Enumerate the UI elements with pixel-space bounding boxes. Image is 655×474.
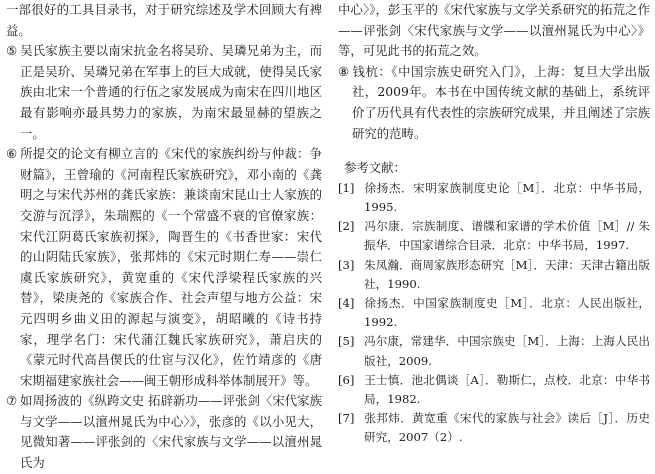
footnote-5-text: 吴氏家族主要以南宋抗金名将吴玠、吴璘兄弟为主，而正是吴玠、吴璘兄弟在军事上的巨大成就，使得吴氏家族由北宋一个普通的行伍之家发展成为南宋在四川地区最有影响亦最具势力的家族，为南宋最显赫的望族之一。 [20, 43, 322, 141]
reference-number: [6] [338, 372, 355, 387]
reference-number: [1] [338, 180, 355, 195]
reference-item-2 [338, 217, 650, 255]
footnote-6-number: ⑥ [6, 146, 18, 162]
reference-item-4 [338, 294, 650, 332]
reference-item-6 [338, 371, 650, 409]
reference-text: 王士慎．池北偶谈［A］．勒斯仁，点校．北京：中华书局，1982. [364, 372, 650, 406]
reference-text: 冯尔康，常建华．中国宗族史［M］．上海：上海人民出版社，2009. [364, 334, 650, 368]
footnote-8-text: 钱杭：《中国宗族史研究入门》，上海：复旦大学出版社，2009年。本书在中国传统文献的基础上，系统评价了历代具有代表性的宗族研究成果，并且阐述了宗族研究的范畴。 [352, 63, 650, 141]
reference-number: [5] [338, 334, 355, 349]
reference-text: 朱凤瀚．商周家族形态研究［M］．天津：天津古籍出版社，1990. [364, 257, 650, 291]
reference-text: 徐扬杰．中国家族制度史［M］．北京：人民出版社，1992. [364, 295, 650, 330]
footnote-7-text: 如周扬波的《纵跨文史 拓辟新功——评张剑〈宋代家族与文学——以澶州晁氏为中心〉》，张彦的《以小见大，见微知著——评张剑的〈宋代家族与文学——以澶州晁氏为 [20, 393, 322, 471]
note-4-continuation [6, 0, 322, 41]
footnote-7-number: ⑦ [6, 393, 18, 409]
footnote-5-number: ⑤ [6, 43, 18, 59]
left-column [6, 0, 322, 474]
reference-number: [7] [338, 411, 355, 426]
reference-number: [3] [338, 257, 355, 272]
reference-text: 张邦炜．黄宽重《宋代的家族与社会》读后［J］．历史研究，2007（2）. [364, 411, 650, 445]
right-column [338, 0, 650, 448]
footnote-7 [6, 391, 322, 473]
note-7-continued-text: 中心〉》，彭玉平的《宋代家族与文学关系研究的拓荒之作——评张剑〈宋代家族与文学——以澶州晁氏为中心〉》等，可见此书的拓荒之效。 [338, 2, 650, 59]
footnote-6-text: 所提交的论文有柳立言的《宋代的家族纠纷与仲裁：争财篇》，王曾瑜的《河南程氏家族研究》，邓小南的《龚明之与宋代苏州的龚氏家族：兼谈南宋昆山士人家族的交游与沉浮》，朱瑞熙的《一个常盛不衰的官僚家族：宋代江阴葛氏家族初探》，陶晋生的《书香世家：宋代的山阴陆氏家族》，张邦炜的《宋元时期仁寿——崇仁虞氏家族研究》，黄宽重的《宋代浮梁程氏家族的兴替》，梁庚尧的《家族合作、社会声望与地方公益：宋元四明乡曲义田的源起与演变》，胡昭曦的《诗书持家，理学名门：宋代蒲江魏氏家族研究》，萧启庆的《蒙元时代高昌偰氏的仕宦与汉化》，佐竹靖彦的《唐宋期福建家族社会——闽王朝形成科举体制展开》等。 [20, 146, 322, 388]
reference-item-5 [338, 332, 650, 370]
footnote-5 [6, 41, 322, 144]
reference-item-3 [338, 256, 650, 294]
note-7-continuation [338, 0, 650, 62]
reference-number: [4] [338, 295, 355, 310]
footnote-8 [338, 62, 650, 144]
reference-text: 冯尔康．宗族制度、谱牒和家谱的学术价值［M］// 朱振华．中国家谱综合目录．北京：中华书局，1997. [364, 219, 650, 253]
note-4-text: 一部很好的工具目录书，对于研究综述及学术回顾大有裨益。 [6, 2, 322, 38]
references-heading: 参考文献： [344, 160, 406, 176]
footnote-6 [6, 144, 322, 391]
reference-text: 徐扬杰．宋明家族制度史论［M］．北京：中华书局，1995. [364, 180, 650, 214]
reference-number: [2] [338, 219, 355, 234]
reference-item-7 [338, 409, 650, 447]
footnote-8-number: ⑧ [338, 63, 350, 79]
reference-list [338, 179, 650, 448]
reference-item-1 [338, 179, 650, 217]
